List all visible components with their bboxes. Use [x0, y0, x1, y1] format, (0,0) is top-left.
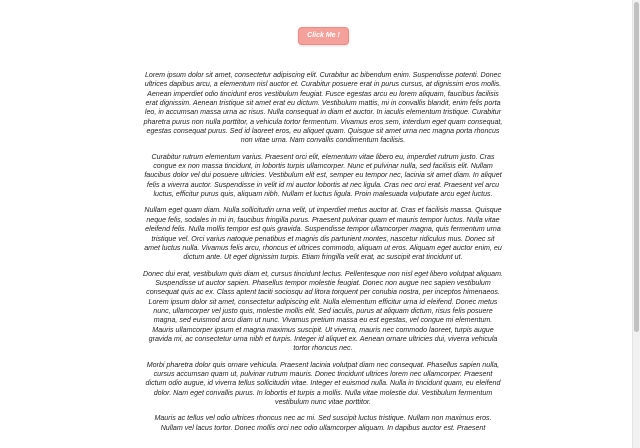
text-content	[143, 71, 503, 440]
click-me-button[interactable]: Click Me !	[298, 27, 349, 45]
paragraph: Morbi pharetra dolor quis ornare vehicula. Praesent lacinia volutpat diam nec consequat. Phasellus sapien nulla, cursus accumsan quam ut, pulvinar rutrum mauris. Donec tincidunt ultrices lorem nec ullamcorper. Praesent dictum odio augue, id viverra tellus sollicitudin vitae. Integer et euismod nulla. Nulla in tincidunt quam, eu eleifend dolor. Nam eget convallis purus. In lobortis et turpis a mollis. Nulla vitae molestie dui. Vestibulum fermentum vestibulum nunc vitae porttitor.	[145, 360, 501, 406]
paragraph: Curabitur rutrum elementum varius. Praesent orci elit, elementum vitae libero eu, imperdiet rutrum justo. Cras congue ex non massa tincidunt, in lobortis turpis ullamcorper. Nunc et pulvinar nulla, sed facilisis elit. Nullam faucibus dolor vel dui posuere ultricies. Vestibulum elit est, semper eu tempor nec, lacinia sit amet diam. In aliquet felis a viverra auctor. Suspendisse in velit id mi auctor lobortis at nec ligula. Cras nec orci erat. Praesent vel arcu luctus, efficitur purus quis, aliquam nibh. Nullam et luctus ligula. Proin malesuada vulputate arcu eget luctus.	[144, 152, 502, 199]
vertical-scrollbar[interactable]	[632, 0, 640, 448]
paragraph: Mauris ac tellus vel odio ultrices rhoncus nec ac mi. Sed suscipit luctus tristique. Nullam non maximus eros. Nullam vel lacus tortor. Donec mollis orci nec odio ullamcorper aliquam. In dapibus auctor est. Praesent	[154, 414, 492, 432]
paragraph: Donec dui erat, vestibulum quis diam et, cursus tincidunt lectus. Pellentesque non nisl eget libero volutpat aliquam. Suspendisse ut auctor sapien. Phasellus tempor molestie feugiat. Donec non augue nec sapien vestibulum consequat quis ac ex. Class aptent taciti sociosqu ad litora torquent per conubia nostra, per inceptos himenaeos. Lorem ipsum dolor sit amet, consectetur adipiscing elit. Nulla elementum efficitur urna id eleifend. Donec metus nunc, ullamcorper vel justo quis, molestie mollis elit. Sed iaculis, purus at aliquam dictum, risus felis posuere magna, sed euismod arcu diam ut nunc. Vivamus pretium massa eu est egestas, vel congue mi elementum. Mauris ullamcorper ipsum et magna maximus suscipit. Ut viverra, mauris nec commodo laoreet, turpis augue gravida mi, ac consectetur urna nibh et turpis. Integer id aliquet ex. Aenean ornare ultricies dui, viverra vehicula tortor rhoncus nec.	[143, 269, 504, 353]
paragraph: Lorem ipsum dolor sit amet, consectetur adipiscing elit. Curabitur ac bibendum enim. Suspendisse potenti. Donec ultrices dapibus arcu, a elementum nisl auctor et. Curabitur posuere erat in purus cursus, at dignissim eros mollis. Aenean imperdiet odio tincidunt eros vestibulum feugiat. Fusce egestas arcu eu lorem aliquam, faucibus facilisis erat dignissim. Aenean tristique sit amet erat eu dictum. Vestibulum mattis, mi in convallis blandit, enim felis porta leo, in accumsan massa urna ac risus. Nulla consequat in diam et auctor. In iaculis elementum tristique. Curabitur pharetra purus non nulla porttitor, a vehicula tortor fermentum. Vivamus eros sem, interdum eget quam consequat, egestas consequat purus. Sed id laoreet eros, eu aliquet quam. Quisque sit amet urna nec magna porta rhoncus non vitae urna. Nam convallis condimentum facilisis.	[143, 71, 503, 145]
paragraph: Nullam eget quam diam. Nulla sollicitudin urna velit, ut imperdiet metus auctor at. Cras et facilisis massa. Quisque neque felis, sodales in mi in, faucibus fringilla purus. Praesent pulvinar quam et mauris tempor luctus. Nulla vitae eleifend felis. Nulla mollis tempor est quis gravida. Suspendisse tempor ullamcorper magna, quis fermentum urna tristique vel. Orci varius natoque penatibus et magnis dis parturient montes, nascetur ridiculus mus. Donec sit amet luctus nulla. Vivamus felis arcu, rhoncus et ultrices commodo, aliquam ut eros. Aliquam eget auctor enim, eu dictum ante. Ut eget dignissim turpis. Etiam fringilla velit erat, ac suscipit erat tincidunt ut.	[144, 206, 502, 262]
scrollbar-thumb[interactable]	[634, 2, 639, 332]
